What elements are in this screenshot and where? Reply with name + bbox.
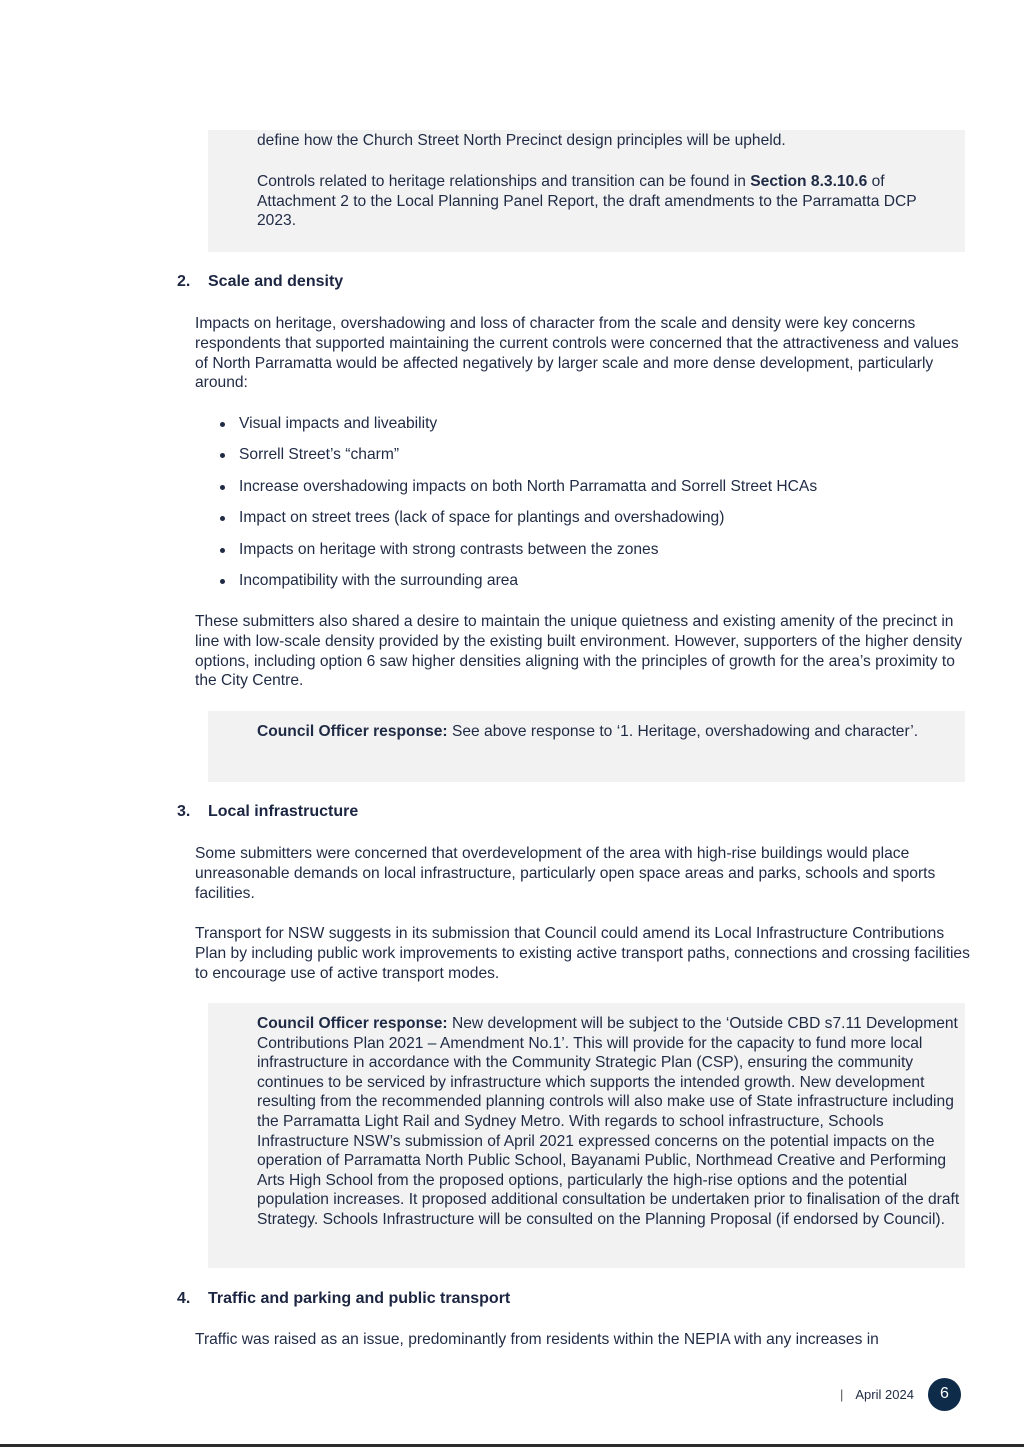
bullet-icon — [220, 579, 225, 584]
list-item-text: Sorrell Street’s “charm” — [239, 446, 400, 464]
section-heading — [177, 803, 358, 821]
bullet-icon — [220, 453, 225, 458]
bullet-icon — [220, 485, 225, 490]
bullet-icon — [220, 422, 225, 427]
page-footer — [840, 1377, 961, 1411]
box-text: define how the Church Street North Precinct design principles will be upheld. — [257, 132, 786, 149]
officer-response-box — [208, 711, 965, 782]
paragraph: These submitters also shared a desire to maintain the unique quietness and existing amenity of the precinct in line with low-scale density provided by the existing built environment. However, supporters of the higher density options, including option 6 saw higher densities aligning with the principles of growth for the area’s proximity to the City Centre. — [195, 613, 963, 690]
section-title: Local infrastructure — [208, 803, 359, 820]
box-text-part: Controls related to heritage relationships and transition can be found in — [257, 172, 751, 190]
bottom-border — [0, 1444, 1024, 1447]
list-item-text: Visual impacts and liveability — [239, 415, 438, 432]
paragraph: Impacts on heritage, overshadowing and loss of character from the scale and density were key concerns respondents that supported maintaining the current controls were concerned that the attractiveness and values of North Parramatta would be affected negatively by larger scale and more dense development, particularly around: — [195, 315, 959, 392]
section-number: 4. — [177, 1290, 191, 1307]
list-item-text: Incompatibility with the surrounding area — [239, 571, 519, 589]
paragraph: Traffic was raised as an issue, predominantly from residents within the NEPIA with any increases in — [195, 1331, 879, 1348]
list-item-text: Increase overshadowing impacts on both North Parramatta and Sorrell Street HCAs — [239, 477, 818, 495]
section-title: Scale and density — [208, 273, 344, 290]
officer-response-box-continued — [208, 130, 965, 252]
footer-date: April 2024 — [855, 1386, 914, 1402]
paragraph: Some submitters were concerned that overdevelopment of the area with high-rise buildings would place unreasonable demands on local infrastructure, particularly open space areas and parks, schools and sports facilities. — [195, 845, 936, 902]
list-item — [219, 445, 817, 476]
section-reference: Section 8.3.10.6 — [750, 172, 868, 190]
section-heading — [177, 1290, 510, 1308]
response-label: Council Officer response: — [257, 1015, 448, 1032]
response-text: See above response to ‘1. Heritage, overshadowing and character’. — [447, 723, 919, 740]
box-text — [257, 722, 957, 742]
section-number: 2. — [177, 273, 191, 290]
footer-separator: | — [840, 1386, 844, 1402]
paragraph: Transport for NSW suggests in its submission that Council could amend its Local Infrastructure Contributions Plan by including public work improvements to existing active transport paths, connections and crossing facilities to encourage use of active transport modes. — [195, 925, 970, 982]
box-text — [257, 172, 957, 231]
box-text — [257, 1014, 963, 1230]
list-item — [219, 540, 817, 571]
box-text-part: of Attachment 2 to the Local Planning Panel Report, the draft amendments to the Parramatta DCP 2023. — [257, 172, 917, 230]
section-title: Traffic and parking and public transport — [208, 1290, 511, 1307]
list-item — [219, 508, 817, 539]
response-label: Council Officer response: — [257, 723, 448, 740]
list-item — [219, 414, 817, 445]
bullet-icon — [220, 516, 225, 521]
list-item — [219, 477, 817, 508]
list-item-text: Impact on street trees (lack of space for plantings and overshadowing) — [239, 509, 725, 527]
response-text: New development will be subject to the ‘Outside CBD s7.11 Development Contributions Plan 2021 – Amendment No.1’. This will provide for the capacity to fund more local infrastructure in accordance with the Community Strategic Plan (CSP), ensuring the community continues to be serviced by infrastructure which supports the intended growth. New development resulting from the recommended planning controls will also make use of State infrastructure including the Parramatta Light Rail and Sydney Metro. With regards to school infrastructure, Schools Infrastructure NSW’s submission of April 2021 expressed concerns on the potential impacts on the operation of Parramatta North Public School, Bayanami Public, Northmead Creative and Performing Arts High School from the proposed options, particularly the high-rise options and the potential population increases. It proposed additional consultation be undertaken prior to finalisation of the draft Strategy. Schools Infrastructure will be consulted on the Planning Proposal (if endorsed by Council). — [257, 1015, 960, 1228]
page-number-badge: 6 — [928, 1378, 961, 1411]
bullet-list — [219, 414, 817, 602]
officer-response-box — [208, 1003, 965, 1268]
bullet-icon — [220, 548, 225, 553]
section-number: 3. — [177, 803, 191, 820]
list-item — [219, 571, 817, 602]
list-item-text: Impacts on heritage with strong contrasts between the zones — [239, 540, 659, 558]
section-heading — [177, 273, 343, 291]
